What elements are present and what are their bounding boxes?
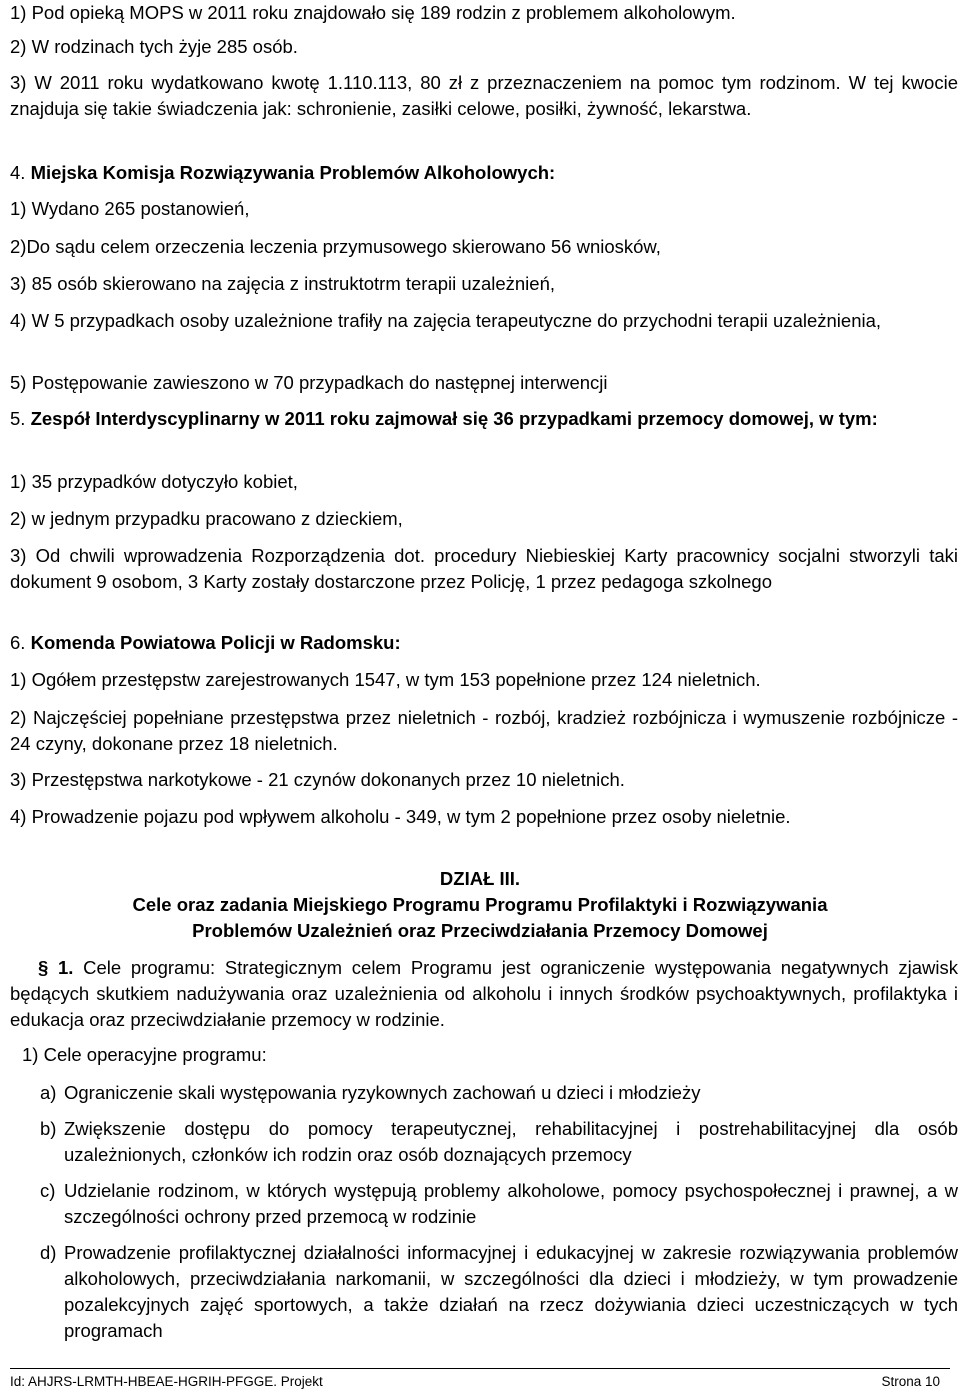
section-4-item: 5) Postępowanie zawieszono w 70 przypadkach do następnej interwencji <box>10 372 608 393</box>
line-2: 2) W rodzinach tych żyje 285 osób. <box>10 36 298 57</box>
section-6-item: 3) Przestępstwa narkotykowe - 21 czynów dokonanych przez 10 nieletnich. <box>10 769 625 790</box>
paragraph-1-text: Cele programu: Strategicznym celem Programu jest ograniczenie występowania negatywnych zjawisk będących skutkiem nadużywania oraz uzależnienia od alkoholu i innych środków psychoaktywnych, profilaktyka i edukacja oraz przeciwdziałanie przemocy w rodzinie. <box>10 957 959 1030</box>
goal-text: Zwiększenie dostępu do pomocy terapeutycznej, rehabilitacyjnej i postrehabilitacyjnej dla osób uzależnionych, członków ich rodzin oraz osób doznających przemocy <box>64 1118 958 1165</box>
section-5-title: Zespół Interdyscyplinarny w 2011 roku zajmował się 36 przypadkami przemocy domowej, w tym: <box>30 408 878 429</box>
section-5-item: 3) Od chwili wprowadzenia Rozporządzenia dot. procedury Niebieskiej Karty pracownicy socjalni stworzyli taki dokument 9 osobom, 3 Karty zostały dostarczone przez Policję, 1 przez pedagoga szkolnego <box>10 545 958 592</box>
document-id: Id: AHJRS-LRMTH-HBEAE-HGRIH-PFGGE. Projekt <box>10 1374 323 1389</box>
operational-goal-b <box>40 1116 958 1168</box>
operational-goal-c <box>40 1178 958 1230</box>
section-5-item: 1) 35 przypadków dotyczyło kobiet, <box>10 471 298 492</box>
page-number: Strona 10 <box>881 1374 940 1389</box>
section-6-title: Komenda Powiatowa Policji w Radomsku: <box>30 632 401 653</box>
goal-label: b) <box>40 1118 57 1139</box>
section-6-heading <box>10 630 958 656</box>
section-6-item: 1) Ogółem przestępstw zarejestrowanych 1547, w tym 153 popełnione przez 124 nieletnich. <box>10 669 761 690</box>
goal-label: d) <box>40 1242 57 1263</box>
paragraph-mark: § 1. <box>38 957 74 978</box>
section-4-item: 2)Do sądu celem orzeczenia leczenia przymusowego skierowano 56 wniosków, <box>10 236 661 257</box>
dzial-heading: DZIAŁ III. <box>439 868 521 889</box>
dzial-title-line-2: Problemów Uzależnień oraz Przeciwdziałania Przemocy Domowej <box>192 920 768 941</box>
goal-label: a) <box>40 1082 57 1103</box>
section-6-item: 4) Prowadzenie pojazu pod wpływem alkoholu - 349, w tym 2 popełnione przez osoby nieletnie. <box>10 806 791 827</box>
paragraph-1 <box>10 955 958 1033</box>
section-4-item: 3) 85 osób skierowano na zajęcia z instruktotrm terapii uzależnień, <box>10 273 556 294</box>
section-4-item: 4) W 5 przypadkach osoby uzależnione trafiły na zajęcia terapeutyczne do przychodni terapii uzależnienia, <box>10 310 882 331</box>
operational-goal-a <box>40 1080 958 1106</box>
goal-text: Prowadzenie profilaktycznej działalności informacyjnej i edukacyjnej w zakresie rozwiązywania problemów alkoholowych, przeciwdziałania narkomanii, w szczególności dla dzieci i młodzieży, w tym prowadzenie pozalekcyjnych zajęć sportowych, a także działań na rzecz dożywiania dzieci uczestniczących w tych programach <box>64 1242 958 1341</box>
goal-label: c) <box>40 1180 56 1201</box>
goal-text: Udzielanie rodzinom, w których występują problemy alkoholowe, pomocy psychospołecznej i prawnej, a w szczególności ochrony przed przemocą w rodzinie <box>64 1180 958 1227</box>
section-5-number: 5. <box>10 408 26 429</box>
section-6-item: 2) Najczęściej popełniane przestępstwa przez nieletnich - rozbój, kradzież rozbójnicza i wymuszenie rozbójnicze - 24 czyny, dokonane przez 18 nieletnich. <box>10 707 958 754</box>
section-5-heading <box>10 406 958 432</box>
section-6-number: 6. <box>10 632 26 653</box>
section-4-number: 4. <box>10 162 26 183</box>
section-5-item: 2) w jednym przypadku pracowano z dzieckiem, <box>10 508 403 529</box>
operational-goals-heading: 1) Cele operacyjne programu: <box>22 1044 267 1065</box>
operational-goal-d <box>40 1240 958 1344</box>
section-4-heading <box>10 160 958 186</box>
dzial-title-line-1: Cele oraz zadania Miejskiego Programu Programu Profilaktyki i Rozwiązywania <box>132 894 828 915</box>
section-4-item: 1) Wydano 265 postanowień, <box>10 198 250 219</box>
goal-text: Ograniczenie skali występowania ryzykownych zachowań u dzieci i młodzieży <box>64 1082 701 1103</box>
line-1: 1) Pod opieką MOPS w 2011 roku znajdowało się 189 rodzin z problemem alkoholowym. <box>10 2 736 23</box>
section-4-title: Miejska Komisja Rozwiązywania Problemów Alkoholowych: <box>30 162 556 183</box>
line-3: 3) W 2011 roku wydatkowano kwotę 1.110.113, 80 zł z przeznaczeniem na pomoc tym rodzinom. W tej kwocie znajduja się takie świadczenia jak: schronienie, zasiłki celowe, posiłki, żywność, lekarstwa. <box>10 72 958 119</box>
page-footer <box>10 1368 950 1393</box>
